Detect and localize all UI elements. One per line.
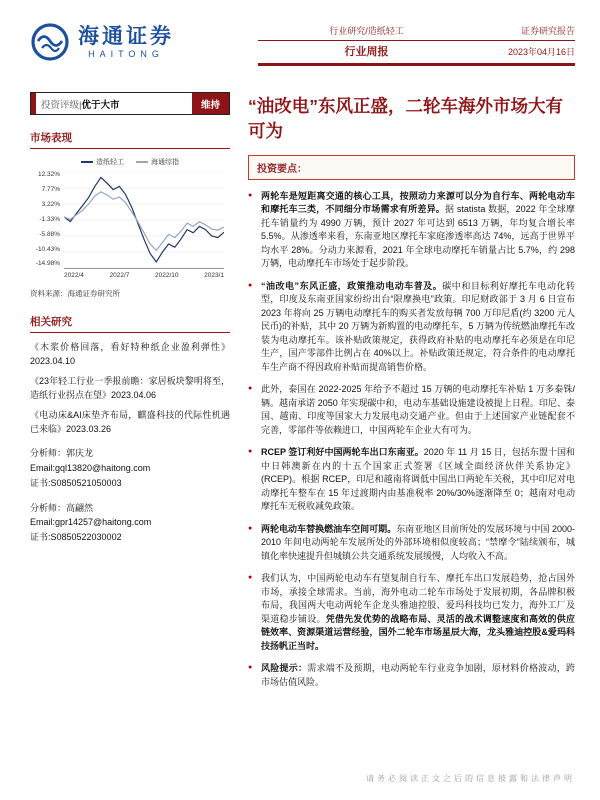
report-title: “油改电”东风正盛，二轮车海外市场大有可为 [248, 96, 563, 142]
chart-legend [30, 157, 230, 167]
main-content [248, 94, 575, 698]
y-tick: -10.43% [35, 245, 60, 253]
logo-en: HAITONG [88, 49, 164, 60]
y-tick: 7.77% [41, 185, 60, 193]
report-subtitle: 行业周报 [344, 46, 389, 58]
y-tick: -5.88% [39, 230, 60, 238]
header-divider-thick [258, 63, 575, 66]
analyst-block [30, 446, 230, 491]
header-meta [258, 22, 575, 68]
sidebar [30, 92, 230, 545]
report-date: 2023年04月16日 [507, 46, 575, 57]
key-point: ● RCEP 签订利好中国两轮车出口东南亚。2020 年 11 月 15 日，包括东盟十国和中日韩澳新在内的十五个国家正式签署《区域全面经济伙伴关系协定》(RCEP)。根据 RCEP，印尼和越南将调低中国出口两轮车关税，其中印尼对电动摩托车整车在 15 年过渡期内由基准税率 20%/30%逐渐降至 0；越南对电动摩托车无税收减免政策。 [248, 446, 575, 514]
related-research-heading: 相关研究 [30, 314, 230, 333]
legend-swatch-composite [136, 161, 148, 163]
legend-item [81, 157, 124, 167]
legend-swatch-paper [81, 161, 93, 163]
x-tick: 2023/1 [204, 272, 224, 279]
report-type: 证券研究报告 [520, 25, 575, 36]
key-points-header: 投资要点： [248, 155, 575, 180]
analyst-block [30, 501, 230, 546]
related-research-item: 《23年轻工行业一季报前瞻：家居板块黎明将至，造纸行业拐点在望》2023.04.06 [30, 376, 230, 400]
market-chart-plot [64, 172, 224, 269]
analyst-email: Email:gpr14257@haitong.com [30, 517, 152, 528]
key-point: ● “油改电”东风正盛，政策推动电动车普及。碳中和目标利好摩托车电动化转型，印度及东南亚国家纷纷出台“限摩换电”政策。印尼财政部于 3 月 6 日宣布 2023 年将向 25 万辆电动摩托车的购买者发放每辆 700 万印尼盾(约 3200 元人民币)的补贴，其中 20 万辆为新购置的电动摩托车，5 万辆为传统燃油摩托车改装为电动摩托车。该补贴政策规定，获得政府补贴的电动摩托车必须是在印尼生产，国产零部件比例占在 40%以上。补贴政策还规定，符合条件的电动摩托车生产商不得因政府补贴而提高销售价格。 [248, 280, 575, 375]
key-point: ● 两轮电动车替换燃油车空间可期。东南亚地区目前所处的发展环境与中国 2000-2010 年间电动两轮车发展所处的外部环境相似度较高；“禁摩令”陆续颁布，城镇化率快速提升但城镇公共交通系统发展缓慢，人均收入不高。 [248, 523, 575, 564]
related-research-item: 《木浆价格回落，看好特种纸企业盈利弹性》2023.04.10 [30, 342, 230, 366]
related-research-item: 《电动床&AI床垫齐布局，麒盛科技的代际性机遇已来临》2023.03.26 [30, 410, 230, 434]
header-divider-thin [258, 40, 575, 41]
chart-y-axis [30, 172, 64, 268]
analyst-cert: 证书:S0850522030002 [30, 532, 122, 543]
chart-source-note: 资料来源：海通证券研究所 [30, 289, 120, 298]
industry-category: 行业研究/造纸轻工 [329, 25, 404, 36]
key-point: ● 两轮车是短距离交通的核心工具，按照动力来源可以分为自行车、两轮电动车和摩托车三类，不同细分市场需求有所差异。据 statista 数据，2022 年全球摩托车销量约为 4990 万辆，预计 2027 年可达到 6513 万辆，年均复合增长率 5.5%。从渗透率来看，东南亚地区摩托车家庭渗透率高达 74%，远高于世界平均水平 28%。分动力来源看，2021 年全球电动摩托车销量占比 5.7%，约 298 万辆，电动摩托车市场处于起步阶段。 [248, 190, 575, 271]
analyst-cert: 证书:S0850521050003 [30, 477, 122, 488]
rating-value: 优于大市 [81, 99, 120, 111]
rating-accent-bar [31, 93, 36, 114]
x-tick: 2022/7 [109, 272, 130, 279]
y-tick: -1.33% [39, 215, 60, 223]
analyst-name: 分析师：高翩然 [30, 502, 94, 513]
x-tick: 2022/10 [155, 272, 179, 279]
haitong-logo [30, 22, 174, 62]
key-point: ● 风险提示：需求端不及预期，电动两轮车行业竞争加剧，原材料价格波动，跨市场估值风险。 [248, 662, 575, 689]
logo-cn: 海通证券 [78, 23, 174, 48]
rating-label: 投资评级| [41, 99, 82, 111]
market-performance-heading: 市场表现 [30, 130, 230, 149]
analyst-name: 分析师：郭庆龙 [30, 448, 94, 458]
key-point: ● 我们认为，中国两轮电动车有望复制自行车、摩托车出口发展趋势，抢占国外市场，承接全球需求。当前，海外电动二轮车市场处于发展初期，各品牌积极布局，我国两大电动两轮车企龙头雅迪控股、爱玛科技均已发力，海外工厂及渠道稳步铺设。凭借先发优势的战略布局、灵活的战术调整速度和高效的供应链效率、资源渠道运营经验，国外二轮车市场星辰大海，龙头雅迪控股&爱玛科技扬帆正当时。 [248, 572, 575, 653]
x-tick: 2022/4 [64, 272, 84, 279]
key-point: ● 此外，泰国在 2022-2025 年给予不超过 15 万辆的电动摩托车补贴 1 万多泰铢/辆。越南承诺 2050 年实现碳中和，电动车基础设施建设被提上日程。印尼、泰国、越南、印度等国家大力发展电动交通产业。但由于上述国家产业链配套不完善，零部件等依赖进口，中国两轮车企业大有可为。 [248, 383, 575, 437]
disclaimer: 请务必阅读正文之后的信息披露和法律声明 [366, 774, 575, 783]
y-tick: 3.22% [41, 200, 60, 208]
legend-label-composite: 海通综指 [151, 159, 179, 166]
legend-label-paper: 造纸轻工 [96, 159, 124, 166]
logo-text [78, 25, 174, 59]
market-chart [30, 157, 230, 279]
y-tick: -14.98% [35, 260, 60, 268]
legend-item [136, 157, 179, 167]
chart-x-axis [64, 272, 224, 279]
haitong-logo-icon [30, 22, 70, 62]
key-points-list [248, 190, 575, 690]
y-tick: 12.32% [37, 171, 60, 178]
rating-status-badge: 维持 [192, 93, 229, 114]
analyst-email: Email:gql13820@haitong.com [30, 462, 151, 473]
rating-box [30, 92, 230, 115]
